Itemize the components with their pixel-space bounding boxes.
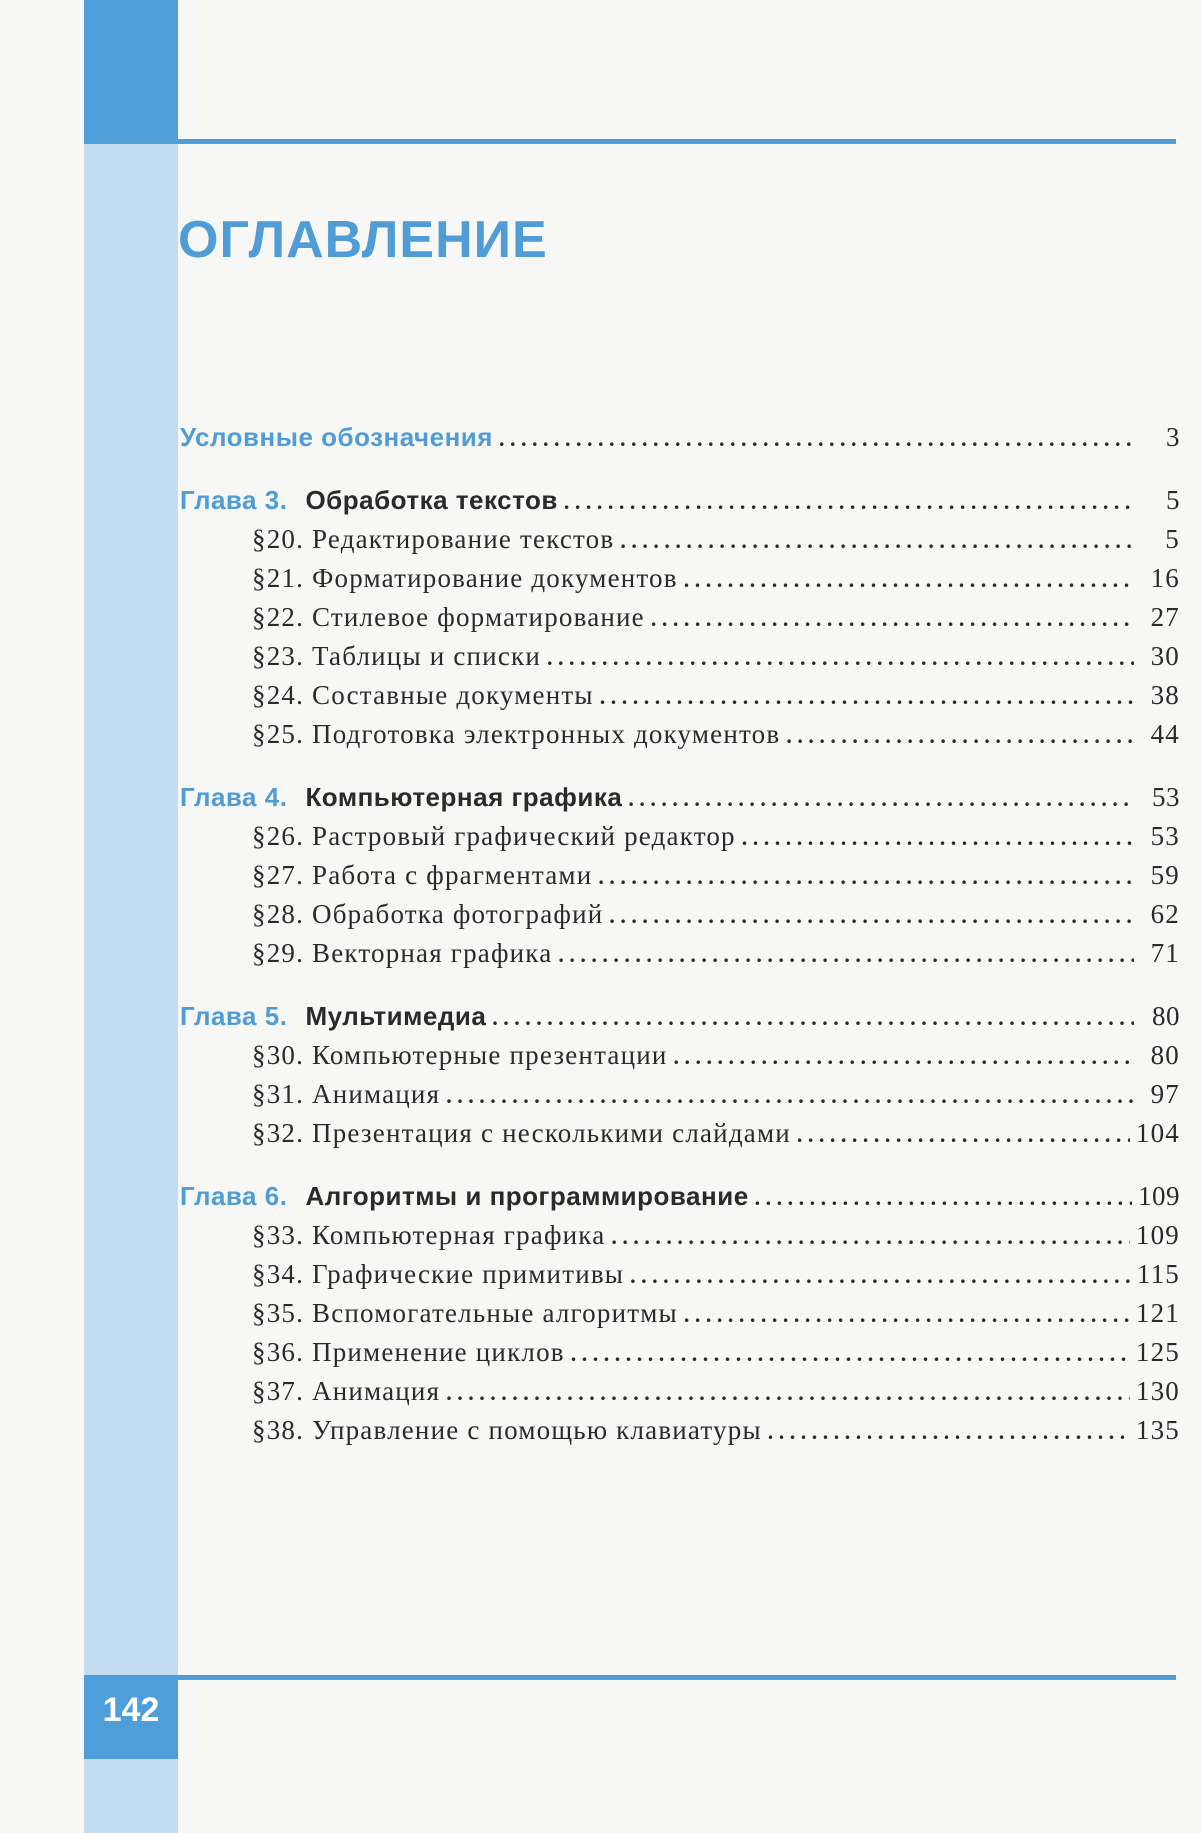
section-title: §26. Растровый графический редактор bbox=[252, 821, 736, 851]
chapter-title: Алгоритмы и программирование bbox=[305, 1181, 749, 1211]
chapter-number: Глава 5. bbox=[180, 1001, 288, 1031]
dot-leader bbox=[600, 677, 1134, 716]
section-title: §21. Форматирование документов bbox=[252, 563, 678, 593]
toc-entry-page: 62 bbox=[1150, 899, 1180, 929]
dot-leader bbox=[684, 1295, 1130, 1334]
toc-section-entry[interactable] bbox=[180, 1216, 1180, 1255]
dot-leader bbox=[598, 857, 1134, 896]
toc-entry-page: 5 bbox=[1165, 524, 1180, 554]
chapter-number: Глава 3. bbox=[180, 485, 288, 515]
dot-leader bbox=[768, 1412, 1130, 1451]
dot-leader bbox=[684, 560, 1134, 599]
section-title: §29. Векторная графика bbox=[252, 938, 553, 968]
section-title: §30. Компьютерные презентации bbox=[252, 1040, 668, 1070]
toc-section-entry[interactable] bbox=[180, 715, 1180, 754]
toc-section-entry[interactable] bbox=[180, 1333, 1180, 1372]
toc-entry-page: 16 bbox=[1150, 563, 1180, 593]
toc-entry-page: 109 bbox=[1138, 1181, 1180, 1211]
chapter-title: Компьютерная графика bbox=[305, 782, 623, 812]
toc-section-entry[interactable] bbox=[180, 1255, 1180, 1294]
toc-entry-page: 59 bbox=[1150, 860, 1180, 890]
dot-leader bbox=[564, 482, 1134, 521]
section-title: §28. Обработка фотографий bbox=[252, 899, 604, 929]
toc-entry-label: Условные обозначения bbox=[180, 422, 493, 452]
section-title: §36. Применение циклов bbox=[252, 1337, 565, 1367]
toc-chapter-entry[interactable] bbox=[180, 1177, 1180, 1216]
dot-leader bbox=[742, 818, 1134, 857]
dot-leader bbox=[547, 638, 1134, 677]
toc-section-entry[interactable] bbox=[180, 1075, 1180, 1114]
toc-section-entry[interactable] bbox=[180, 817, 1180, 856]
dot-leader bbox=[651, 599, 1134, 638]
dot-leader bbox=[609, 896, 1134, 935]
dot-leader bbox=[571, 1334, 1130, 1373]
toc-entry-page: 27 bbox=[1150, 602, 1180, 632]
dot-leader bbox=[786, 716, 1134, 755]
dot-leader bbox=[630, 1256, 1131, 1295]
toc-entry-page: 5 bbox=[1166, 485, 1180, 515]
page-number: 142 bbox=[102, 1691, 160, 1729]
toc-entry-page: 109 bbox=[1135, 1220, 1180, 1250]
toc-entry-page: 121 bbox=[1135, 1298, 1180, 1328]
chapter-title: Обработка текстов bbox=[305, 485, 558, 515]
section-title: §22. Стилевое форматирование bbox=[252, 602, 645, 632]
toc-entry-page: 125 bbox=[1135, 1337, 1180, 1367]
section-title: §27. Работа с фрагментами bbox=[252, 860, 593, 890]
toc-entry-page: 53 bbox=[1152, 782, 1180, 812]
section-title: §35. Вспомогательные алгоритмы bbox=[252, 1298, 678, 1328]
toc-entry-page: 80 bbox=[1150, 1040, 1180, 1070]
toc-entry-page: 80 bbox=[1152, 1001, 1180, 1031]
dot-leader bbox=[446, 1076, 1134, 1115]
toc-entry-page: 44 bbox=[1150, 719, 1180, 749]
section-title: §24. Составные документы bbox=[252, 680, 594, 710]
toc-entry-page: 71 bbox=[1150, 938, 1180, 968]
toc-section-entry[interactable] bbox=[180, 520, 1180, 559]
header-rule bbox=[178, 139, 1176, 144]
dot-leader bbox=[446, 1373, 1130, 1412]
dot-leader bbox=[492, 998, 1134, 1037]
toc-section-entry[interactable] bbox=[180, 895, 1180, 934]
dot-leader bbox=[558, 935, 1134, 974]
dot-leader bbox=[499, 419, 1134, 458]
toc-intro-entry[interactable] bbox=[180, 418, 1180, 457]
section-title: §37. Анимация bbox=[252, 1376, 441, 1406]
page-title: ОГЛАВЛЕНИЕ bbox=[178, 210, 548, 269]
toc-section-entry[interactable] bbox=[180, 1411, 1180, 1450]
toc-entry-page: 53 bbox=[1150, 821, 1180, 851]
dot-leader bbox=[620, 521, 1134, 560]
toc-section-entry[interactable] bbox=[180, 637, 1180, 676]
toc-entry-page: 3 bbox=[1166, 422, 1180, 452]
toc-section-entry[interactable] bbox=[180, 676, 1180, 715]
chapter-number: Глава 4. bbox=[180, 782, 288, 812]
section-title: §32. Презентация с несколькими слайдами bbox=[252, 1118, 791, 1148]
section-title: §33. Компьютерная графика bbox=[252, 1220, 606, 1250]
chapter-number: Глава 6. bbox=[180, 1181, 288, 1211]
toc-entry-page: 104 bbox=[1135, 1118, 1180, 1148]
side-margin-band bbox=[84, 0, 178, 1833]
toc-section-entry[interactable] bbox=[180, 598, 1180, 637]
toc-section-entry[interactable] bbox=[180, 559, 1180, 598]
toc-section-entry[interactable] bbox=[180, 934, 1180, 973]
table-of-contents bbox=[180, 418, 1180, 1450]
section-title: §20. Редактирование текстов bbox=[252, 524, 615, 554]
dot-leader bbox=[797, 1115, 1130, 1154]
toc-section-entry[interactable] bbox=[180, 1294, 1180, 1333]
footer-rule bbox=[178, 1675, 1176, 1680]
section-title: §23. Таблицы и списки bbox=[252, 641, 541, 671]
section-title: §25. Подготовка электронных документов bbox=[252, 719, 781, 749]
toc-section-entry[interactable] bbox=[180, 856, 1180, 895]
toc-chapter-entry[interactable] bbox=[180, 778, 1180, 817]
toc-section-entry[interactable] bbox=[180, 1114, 1180, 1153]
toc-chapter-entry[interactable] bbox=[180, 997, 1180, 1036]
toc-entry-page: 30 bbox=[1150, 641, 1180, 671]
section-title: §31. Анимация bbox=[252, 1079, 441, 1109]
section-title: §34. Графические примитивы bbox=[252, 1259, 625, 1289]
toc-entry-page: 130 bbox=[1135, 1376, 1180, 1406]
chapter-title: Мультимедиа bbox=[305, 1001, 487, 1031]
toc-section-entry[interactable] bbox=[180, 1036, 1180, 1075]
toc-chapter-entry[interactable] bbox=[180, 481, 1180, 520]
dot-leader bbox=[611, 1217, 1129, 1256]
dot-leader bbox=[628, 779, 1134, 818]
dot-leader bbox=[674, 1037, 1134, 1076]
toc-entry-page: 115 bbox=[1136, 1259, 1180, 1289]
section-title: §38. Управление с помощью клавиатуры bbox=[252, 1415, 762, 1445]
toc-entry-page: 38 bbox=[1150, 680, 1180, 710]
toc-section-entry[interactable] bbox=[180, 1372, 1180, 1411]
toc-entry-page: 97 bbox=[1150, 1079, 1180, 1109]
side-margin-top-block bbox=[84, 0, 178, 144]
toc-entry-page: 135 bbox=[1135, 1415, 1180, 1445]
dot-leader bbox=[755, 1178, 1132, 1217]
